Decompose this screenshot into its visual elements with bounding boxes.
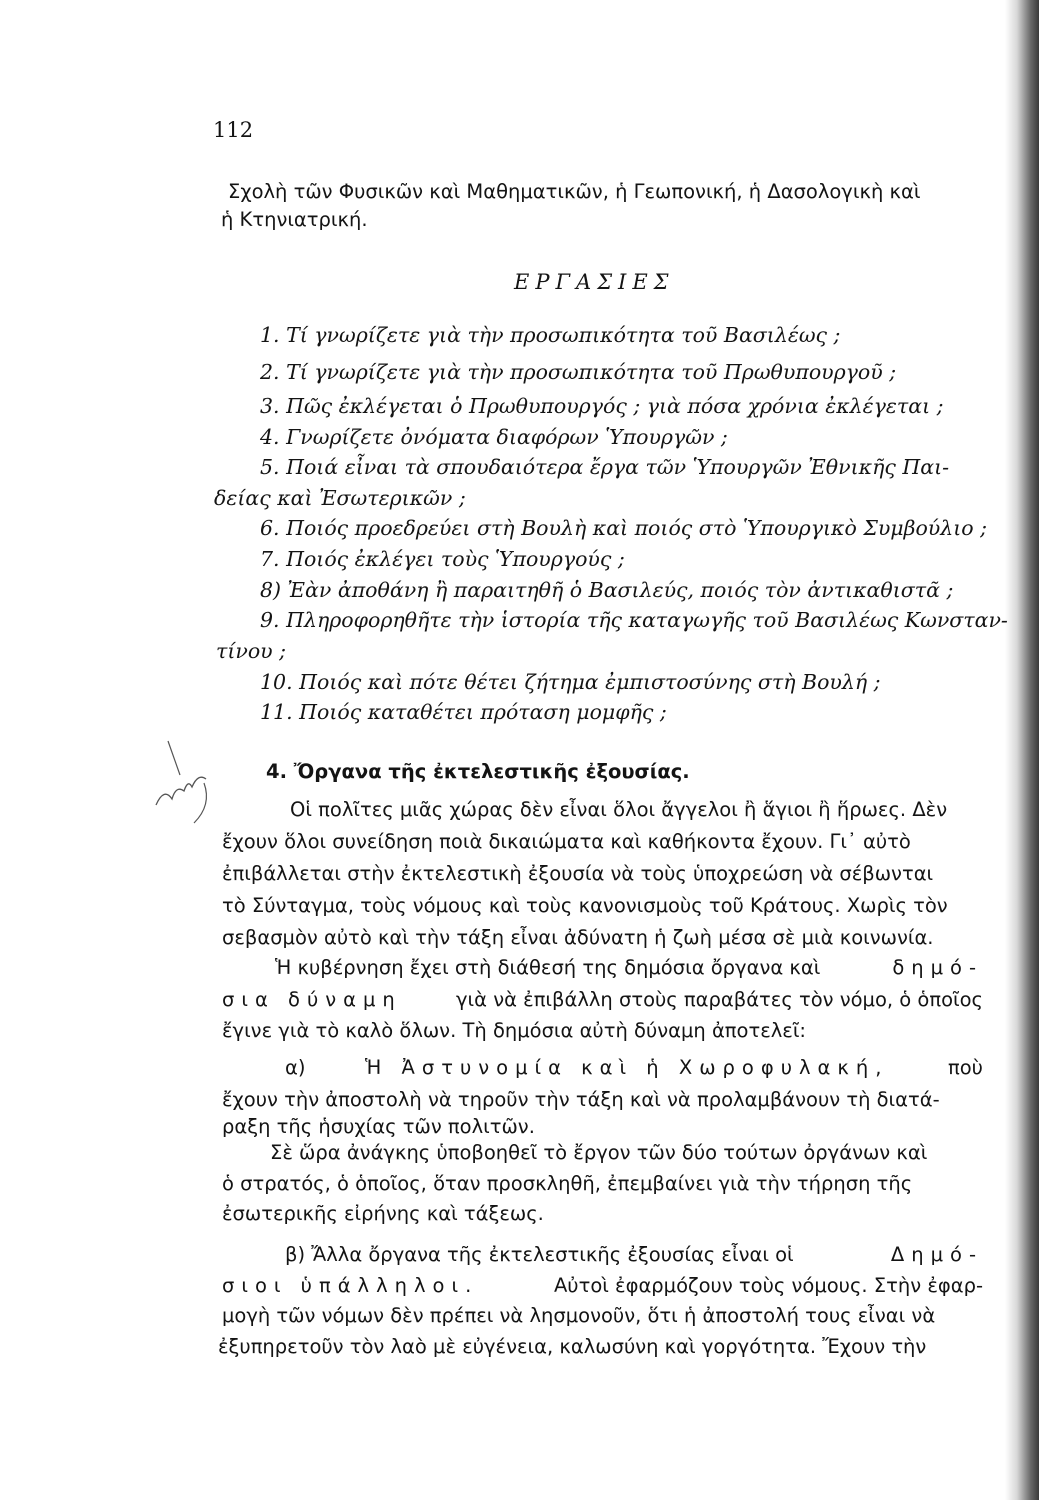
item-b-line-1-text: β) Ἄλλα ὄργανα τῆς ἐκτελεστικῆς ἐξουσίας εἶναι οἱ — [285, 1243, 794, 1266]
p1-line-4: τὸ Σύνταγμα, τοὺς νόμους καὶ τοὺς κανονισμοὺς τοῦ Κράτους. Χωρὶς τὸν — [222, 894, 948, 917]
item-a-spaced: Ἡ Ἀστυνομία καὶ ἡ Χωροφυλακή, — [365, 1056, 889, 1079]
p2-line-1 — [275, 958, 983, 978]
p2-line-1-spaced: δημό- — [892, 956, 983, 979]
item-b-line-2-text: Αὐτοὶ ἐφαρμόζουν τοὺς νόμους. Στὴν ἐφαρ- — [553, 1274, 983, 1297]
p1-line-2: ἔχουν ὅλοι συνείδηση ποιὰ δικαιώματα καὶ καθήκοντα ἔχουν. Γι᾽ αὐτὸ — [222, 830, 911, 853]
exercise-line-3: 3. Πῶς ἐκλέγεται ὁ Πρωθυπουργός ; γιὰ πόσα χρόνια ἐκλέγεται ; — [260, 394, 944, 418]
p2-line-2-spaced: σια δύναμη — [222, 988, 402, 1011]
exercise-line-2: 2. Τί γνωρίζετε γιὰ τὴν προσωπικότητα τοῦ Πρωθυπουργοῦ ; — [260, 360, 897, 384]
exercise-line-7: 7. Ποιός ἐκλέγει τοὺς Ὑπουργούς ; — [260, 547, 625, 571]
exercise-line-5-cont: δείας καὶ Ἐσωτερικῶν ; — [214, 486, 466, 510]
handwritten-margin-note — [150, 735, 220, 830]
p1-line-5: σεβασμὸν αὐτὸ καὶ τὴν τάξη εἶναι ἀδύνατη ἡ ζωὴ μέσα σὲ μιὰ κοινωνία. — [222, 926, 934, 949]
item-a-line-2: ἔχουν τὴν ἀποστολὴ νὰ τηροῦν τὴν τάξη καὶ νὰ προλαμβάνουν τὴ διατά- — [222, 1088, 940, 1111]
p1-line-3: ἐπιβάλλεται στὴν ἐκτελεστικὴ ἐξουσία νὰ τοὺς ὑποχρεώση νὰ σέβωνται — [222, 862, 934, 885]
exercise-line-6: 6. Ποιός προεδρεύει στὴ Βουλὴ καὶ ποιός στὸ Ὑπουργικὸ Συμβούλιο ; — [260, 516, 988, 540]
item-a-tail: ποὺ — [948, 1056, 983, 1079]
p3-line-3: ἐσωτερικῆς εἰρήνης καὶ τάξεως. — [222, 1202, 544, 1225]
p2-line-3: ἔγινε γιὰ τὸ καλὸ ὅλων. Τὴ δημόσια αὐτὴ δύναμη ἀποτελεῖ: — [222, 1019, 806, 1042]
item-a-label: α) — [285, 1056, 306, 1079]
exercises-heading: ΕΡΓΑΣΙΕΣ — [514, 270, 675, 294]
item-b-line-2-spaced: σιοι ὑπάλληλοι. — [222, 1274, 479, 1297]
p3-line-2: ὁ στρατός, ὁ ὁποῖος, ὅταν προσκληθῆ, ἐπεμβαίνει γιὰ τὴν τήρηση τῆς — [222, 1172, 913, 1195]
page-number: 112 — [213, 118, 254, 142]
margin-note-scribble-icon — [150, 735, 220, 830]
p2-line-2-text: γιὰ νὰ ἐπιβάλλη στοὺς παραβάτες τὸν νόμο, ὁ ὁποῖος — [456, 988, 983, 1011]
exercise-line-9-cont: τίνου ; — [216, 639, 287, 663]
exercise-line-9: 9. Πληροφορηθῆτε τὴν ἱστορία τῆς καταγωγῆς τοῦ Βασιλέως Κωνσταν- — [260, 608, 1008, 632]
exercise-line-1: 1. Τί γνωρίζετε γιὰ τὴν προσωπικότητα τοῦ Βασιλέως ; — [260, 323, 841, 347]
p2-line-2 — [222, 990, 983, 1010]
item-a-line-1 — [285, 1058, 983, 1078]
exercise-line-5 — [260, 457, 988, 478]
p3-line-1: Σὲ ὥρα ἀνάγκης ὑποβοηθεῖ τὸ ἔργον τῶν δύο τούτων ὀργάνων καὶ — [270, 1141, 928, 1164]
page-edge-shadow — [1005, 0, 1039, 1500]
item-b-line-3: μογὴ τῶν νόμων δὲν πρέπει νὰ λησμονοῦν, ὅτι ἡ ἀποστολή τους εἶναι νὰ — [222, 1304, 936, 1327]
intro-line-1: Σχολὴ τῶν Φυσικῶν καὶ Μαθηματικῶν, ἡ Γεωπονική, ἡ Δασολογικὴ καὶ — [228, 180, 921, 203]
item-b-line-1 — [285, 1245, 983, 1265]
exercise-line-11: 11. Ποιός καταθέτει πρόταση μομφῆς ; — [260, 700, 667, 724]
p2-line-1-text: Ἡ κυβέρνηση ἔχει στὴ διάθεσή της δημόσια ὄργανα καὶ — [275, 956, 821, 979]
exercise-line-5-text: 5. Ποιά εἶναι τὰ σπουδαιότερα ἔργα τῶν Ὑπουργῶν Ἐθνικῆς Παι- — [260, 455, 950, 479]
exercise-line-10: 10. Ποιός καὶ πότε θέτει ζήτημα ἐμπιστοσύνης στὴ Βουλή ; — [260, 670, 881, 694]
item-a-line-3: ραξη τῆς ἡσυχίας τῶν πολιτῶν. — [222, 1115, 535, 1138]
intro-line-2: ἡ Κτηνιατρική. — [221, 208, 368, 231]
p1-line-1: Οἱ πολῖτες μιᾶς χώρας δὲν εἶναι ὅλοι ἄγγελοι ἢ ἅγιοι ἢ ἥρωες. Δὲν — [290, 798, 948, 821]
item-b-line-2 — [222, 1276, 983, 1296]
item-b-line-1-spaced: Δημό- — [890, 1243, 983, 1266]
section-title: 4. Ὄργανα τῆς ἐκτελεστικῆς ἐξουσίας. — [266, 760, 690, 783]
item-b-line-4: ἐξυπηρετοῦν τὸν λαὸ μὲ εὐγένεια, καλωσύνη καὶ γοργότητα. Ἔχουν τὴν — [218, 1335, 927, 1358]
exercise-line-8: 8) Ἐὰν ἀποθάνη ἢ παραιτηθῆ ὁ Βασιλεύς, ποιός τὸν ἀντικαθιστᾶ ; — [260, 578, 954, 602]
exercise-line-4: 4. Γνωρίζετε ὀνόματα διαφόρων Ὑπουργῶν ; — [260, 425, 728, 449]
